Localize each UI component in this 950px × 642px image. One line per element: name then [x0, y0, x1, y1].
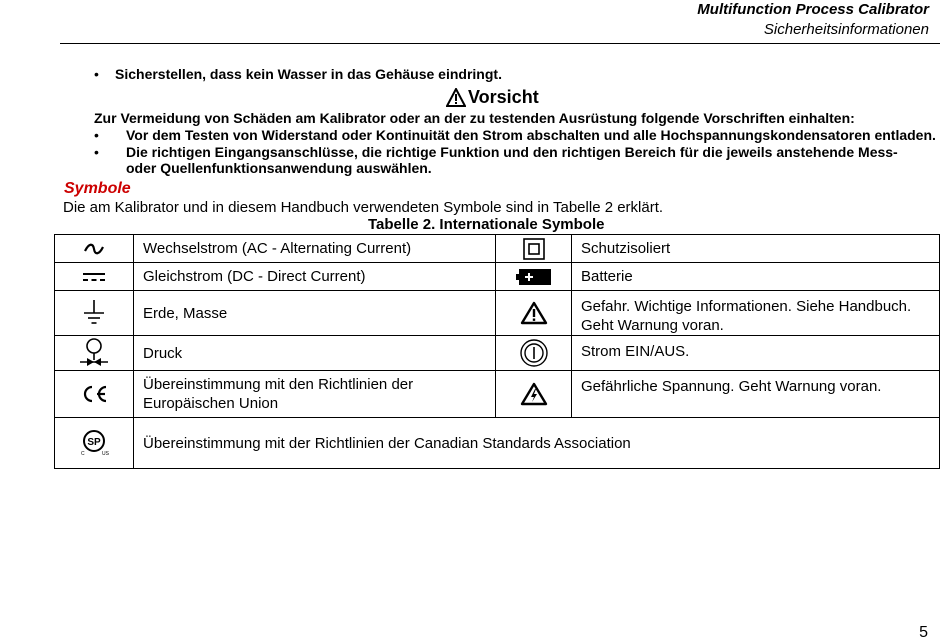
ac-icon [83, 243, 105, 255]
symbol-cell [496, 371, 572, 418]
power-icon [520, 339, 548, 367]
symbol-description: Gefährliche Spannung. Geht Warnung voran. [572, 371, 940, 418]
symbol-description: Druck [134, 336, 496, 371]
csa-icon [77, 429, 111, 457]
table-row [55, 263, 940, 291]
header-rule [60, 43, 940, 44]
table-row [55, 235, 940, 263]
symbol-description: Batterie [572, 263, 940, 291]
symbol-cell [496, 291, 572, 336]
svg-text:SP: SP [87, 437, 101, 448]
svg-text:C: C [81, 451, 85, 457]
bullet-dot: • [94, 66, 99, 82]
table-caption: Tabelle 2. Internationale Symbole [368, 216, 605, 233]
document-title: Multifunction Process Calibrator [697, 1, 929, 18]
symbol-table [54, 234, 940, 469]
bullet-dot: • [94, 127, 99, 143]
symbol-cell [55, 418, 134, 469]
symbol-description: Schutzisoliert [572, 235, 940, 263]
symbol-cell [55, 291, 134, 336]
table-row [55, 418, 940, 469]
double-insulation-icon [523, 238, 545, 260]
symbol-description: Erde, Masse [134, 291, 496, 336]
caution-bullet-2-cont: oder Quellenfunktionsanwendung auswählen. [126, 160, 432, 176]
table-row [55, 291, 940, 336]
dc-icon [82, 271, 106, 283]
symbol-cell [496, 336, 572, 371]
warning-icon [446, 88, 466, 107]
symbol-cell [55, 263, 134, 291]
symbol-cell [55, 371, 134, 418]
symbol-cell [55, 336, 134, 371]
caution-heading-text: Vorsicht [468, 87, 539, 107]
section-title: Symbole [64, 180, 131, 197]
symbol-cell [55, 235, 134, 263]
page-number: 5 [919, 624, 928, 641]
symbol-description: Wechselstrom (AC - Alternating Current) [134, 235, 496, 263]
caution-lead: Zur Vermeidung von Schäden am Kalibrator oder an der zu testenden Ausrüstung folgende Vorschriften einhalten: [94, 110, 855, 126]
section-body: Die am Kalibrator und in diesem Handbuch verwendeten Symbole sind in Tabelle 2 erklärt. [63, 199, 664, 216]
section-subtitle: Sicherheitsinformationen [763, 21, 929, 38]
symbol-description: Gleichstrom (DC - Direct Current) [134, 263, 496, 291]
ground-icon [83, 300, 105, 326]
intro-bullet-text: Sicherstellen, dass kein Wasser in das Gehäuse eindringt. [115, 66, 502, 82]
svg-text:US: US [102, 451, 109, 457]
symbol-cell [496, 235, 572, 263]
warning-icon [520, 301, 548, 325]
bullet-dot: • [94, 144, 99, 160]
caution-heading [446, 87, 539, 108]
table-row [55, 336, 940, 371]
symbol-cell [496, 263, 572, 291]
table-row [55, 371, 940, 418]
caution-bullet-1: Vor dem Testen von Widerstand oder Kontinuität den Strom abschalten und alle Hochspannungskondensatoren entladen. [126, 127, 936, 143]
pressure-icon [79, 338, 109, 368]
ce-icon [80, 384, 108, 404]
caution-bullet-2: Die richtigen Eingangsanschlüsse, die richtige Funktion und den richtigen Bereich für die jeweils anstehende Mess- [126, 144, 898, 160]
symbol-description: Gefahr. Wichtige Informationen. Siehe Handbuch. Geht Warnung voran. [572, 291, 940, 336]
symbol-description: Strom EIN/AUS. [572, 336, 940, 371]
battery-icon [516, 268, 552, 286]
high-voltage-icon [520, 382, 548, 406]
symbol-description: Übereinstimmung mit den Richtlinien der Europäischen Union [134, 371, 496, 418]
symbol-description: Übereinstimmung mit der Richtlinien der Canadian Standards Association [134, 418, 940, 469]
